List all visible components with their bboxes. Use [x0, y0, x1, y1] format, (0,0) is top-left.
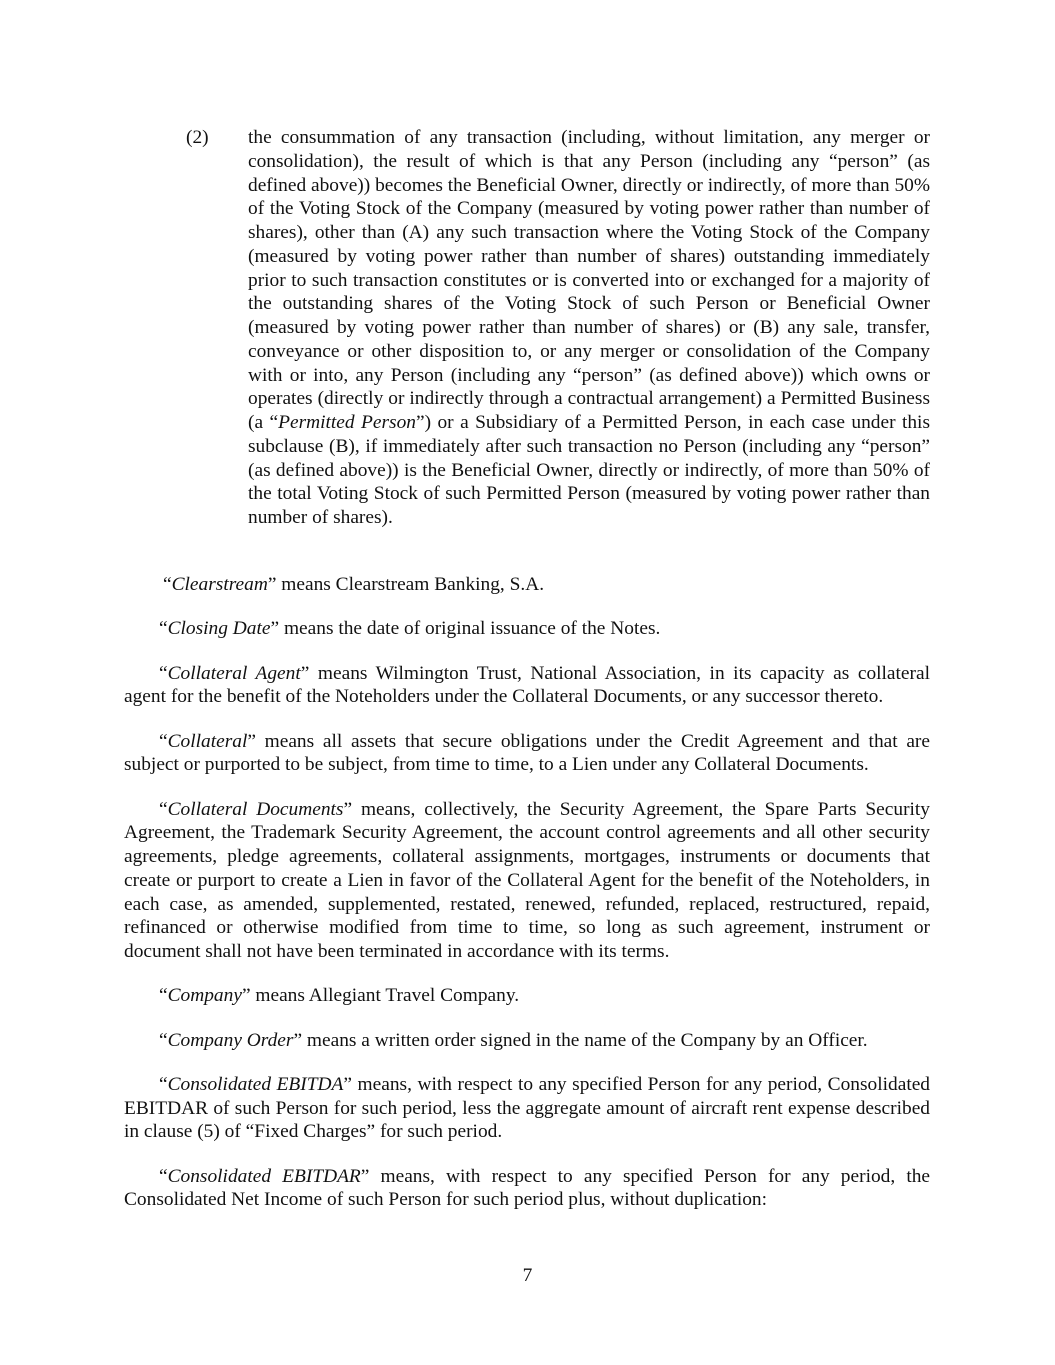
quote: “: [159, 1073, 168, 1095]
definition-text: ” means Allegiant Travel Company.: [241, 985, 520, 1007]
quote: “: [159, 985, 168, 1007]
quote: “: [159, 1165, 168, 1187]
definition: [124, 1165, 930, 1213]
definition-text: ” means, with respect to any specified Person for any period, Consolidated EBITDAR of such Person for such period, less the aggregate amount of aircraft rent expense described in clause (5) of “Fixed Charges” for such period.: [124, 1073, 931, 1143]
definition: [124, 617, 930, 641]
defined-term: Closing Date: [167, 618, 271, 640]
definition-text: ” means, with respect to any specified Person for any period, the Consolidated Net Income of such Person for such period plus, without duplication:: [124, 1165, 931, 1211]
definition-text: ” means Wilmington Trust, National Association, in its capacity as collateral agent for the benefit of the Noteholders under the Collateral Documents, or any successor thereto.: [124, 662, 930, 708]
defined-term: Consolidated EBITDAR: [167, 1165, 361, 1187]
definition-text: ” means the date of original issuance of the Notes.: [270, 618, 661, 640]
clause-text-part: ”) or a Subsidiary of a Permitted Person, in each case under this subclause (B), if immediately after such transaction no Person (including any “person” (as defined above)) is the Beneficial Owner, directly or indirectly, of more than 50% of the total Voting Stock of such Permitted Person (measured by voting power rather than number of shares).: [248, 412, 930, 528]
quote: “: [159, 798, 168, 820]
defined-term: Consolidated EBITDA: [167, 1073, 344, 1095]
definition: [124, 730, 930, 778]
clause-text: [248, 126, 930, 530]
definition: [124, 798, 930, 964]
definition: [124, 984, 930, 1008]
quote: “: [163, 574, 172, 595]
definition: [124, 573, 930, 597]
definition: [124, 662, 930, 710]
defined-term: Collateral Documents: [167, 798, 344, 820]
definitions: [124, 573, 930, 1233]
quote: “: [159, 730, 168, 752]
clause-number: (2): [186, 127, 209, 148]
definition-text: ” means Clearstream Banking, S.A.: [267, 574, 545, 595]
quote: “: [159, 662, 168, 684]
clause-text-part: the consummation of any transaction (including, without limitation, any merger or consolidation), the result of which is that any Person (including any “person” (as defined above)) becomes the Beneficial Owner, directly or indirectly, of more than 50% of the Voting Stock of the Company (measured by voting power rather than number of shares), other than (A) any such transaction where the Voting Stock of the Company (measured by voting power rather than number of shares) outstanding immediately prior to such transaction constitutes or is converted into or exchanged for a majority of the outstanding shares of the Voting Stock of such Person or Beneficial Owner (measured by voting power rather than number of shares) or (B) any sale, transfer, conveyance or other disposition to, or any merger or consolidation of the Company with or into, any Person (including any “person” (as defined above)) which owns or operates (directly or indirectly through a contractual arrangement) a Permitted Business (a “: [248, 127, 930, 433]
defined-term: Collateral Agent: [167, 662, 301, 684]
page-number: 7: [522, 1265, 533, 1286]
definition-text: ” means a written order signed in the name of the Company by an Officer.: [293, 1029, 868, 1051]
defined-term: Permitted Person: [278, 412, 416, 433]
quote: “: [159, 618, 168, 640]
definition: [124, 1029, 930, 1053]
defined-term: Company Order: [167, 1029, 294, 1051]
definition-text: ” means all assets that secure obligations under the Credit Agreement and that are subject or purported to be subject, from time to time, to a Lien under any Collateral Documents.: [124, 730, 930, 776]
quote: “: [159, 1029, 168, 1051]
defined-term: Company: [167, 985, 242, 1007]
defined-term: Clearstream: [171, 574, 268, 595]
defined-term: Collateral: [167, 730, 248, 752]
definition-text: ” means, collectively, the Security Agreement, the Spare Parts Security Agreement, the Trademark Security Agreement, the account control agreements and all other security agreements, pledge agreements, collateral assignments, mortgages, instruments or documents that create or purport to create a Lien in favor of the Collateral Agent for the benefit of the Noteholders, in each case, as amended, supplemented, restated, renewed, refunded, replaced, restructured, repaid, refinanced or otherwise modified from time to time, so long as such agreement, instrument or document shall not have been terminated in accordance with its terms.: [124, 798, 930, 962]
definition: [124, 1073, 930, 1144]
clause-2: [186, 126, 930, 530]
